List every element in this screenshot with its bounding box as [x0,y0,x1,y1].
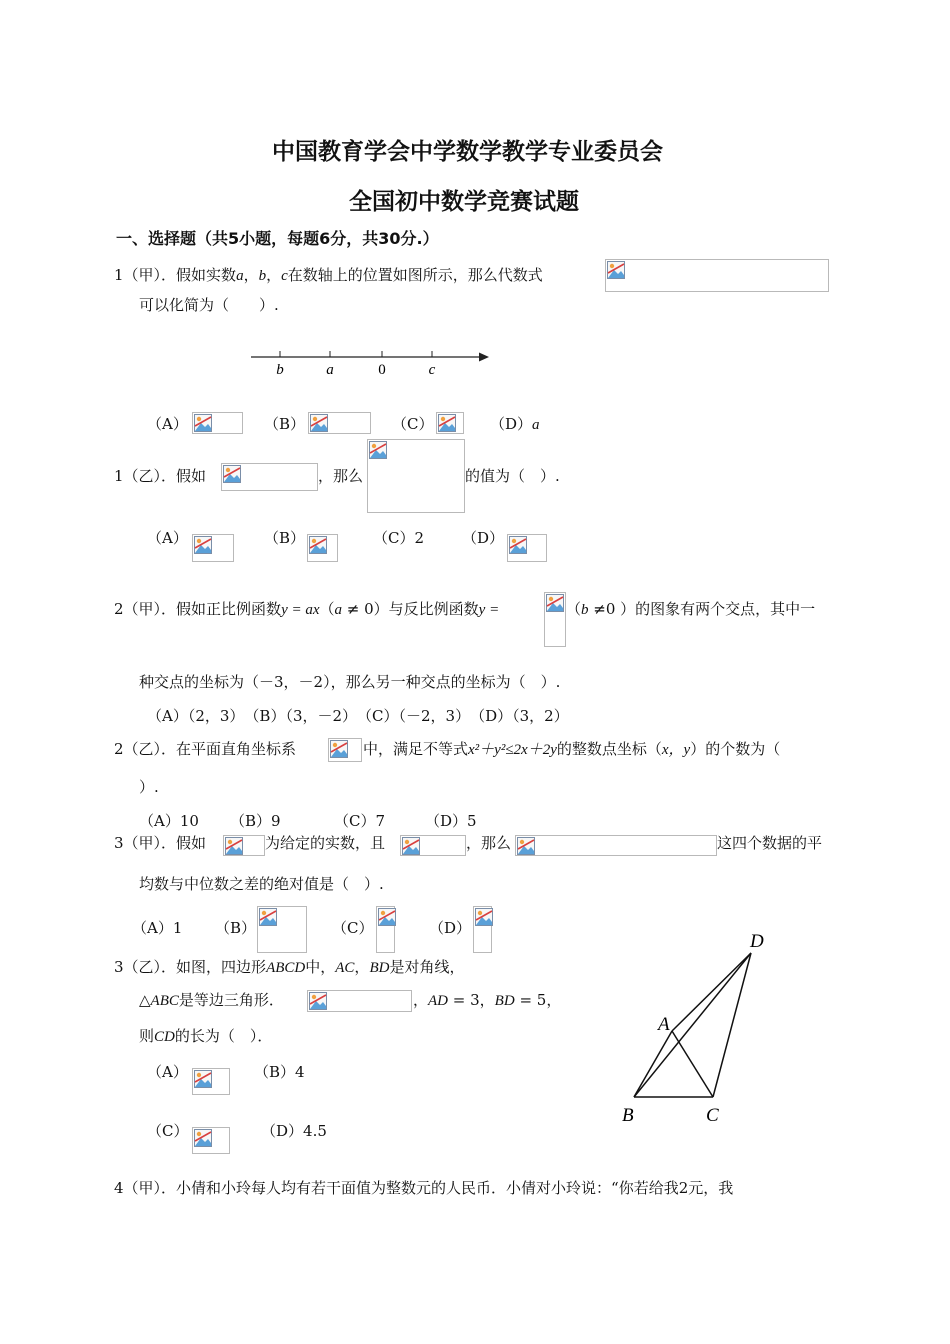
q3a-line1 [114,833,206,853]
q3a-text2: 为给定的实数，且 [265,834,386,852]
punct: ， [413,991,429,1009]
formula-y-ax: y = ax [281,602,320,618]
option-d: （D） [462,529,505,547]
q3a-label: 3（甲）． [114,834,177,852]
broken-image-icon [607,261,625,279]
q3a-text: 假如 [176,834,207,852]
option-a-image [192,412,243,434]
q3b-line2-end [413,990,561,1011]
option-a: （A） [147,529,188,547]
option-d [490,414,540,435]
option-c: （C）2 [373,529,425,547]
formula-y-eq: y = [478,602,500,618]
q2b-line1 [114,739,296,759]
broken-image-icon [438,414,456,432]
q2a-text: 假如正比例函数 [176,600,282,618]
formula-image [221,463,318,491]
broken-image-icon [509,536,527,554]
ad-value: = 3， [448,991,495,1009]
segment-ba [634,1031,672,1097]
q2b-line2: ）. [139,778,159,796]
broken-image-icon [194,1129,212,1147]
label-b: b [276,362,284,378]
q3b-line3 [139,1026,272,1047]
number-line [245,343,495,383]
var-c: c [281,268,288,284]
axis-arrow [479,353,489,362]
q2b-text2: 中，满足不等式 [363,740,469,758]
var-abcd: ABCD [266,960,306,976]
quadrilateral-figure [610,925,780,1130]
page-title: 中国教育学会中学数学教学专业委员会 [272,139,663,165]
bd-value: = 5， [514,991,562,1009]
q4a-label: 4（甲）． [114,1179,177,1197]
var-bd: BD [369,960,390,976]
q1b-text: 假如 [176,467,207,485]
option-c-image [376,906,395,953]
option-b: （B） [264,415,306,433]
q3b-text5: 是等边三角形． [178,991,284,1009]
formula-image [328,738,362,762]
section-heading: 一、选择题（共5小题，每题6分，共30分.） [116,229,439,248]
q2b-text: 在平面直角坐标系 [176,740,297,758]
option-d-value: a [532,417,540,433]
q2a-line1 [114,599,499,620]
option-b-image [257,906,307,953]
broken-image-icon [194,536,212,554]
segment-ad [672,953,751,1031]
label-0: 0 [378,362,386,378]
q1b-line1 [114,466,206,486]
q3a-text3: ，那么 [466,834,512,852]
q4a-line1 [114,1178,733,1198]
formula-image [223,835,265,856]
broken-image-icon [259,908,277,926]
var-a: a [236,268,244,284]
triangle-symbol: △ [139,991,151,1009]
var-cd: CD [154,1029,175,1045]
var-b: b [258,268,267,284]
q2a-line2: 种交点的坐标为（－3，－2），那么另一种交点的坐标为（ ）. [139,673,561,691]
option-d-image [507,534,547,562]
broken-image-icon [330,740,348,758]
segment-ac [672,1031,713,1097]
q3b-label: 3（乙）． [114,958,177,976]
formula-image [367,439,465,513]
var-ad: AD [428,993,449,1009]
formula-image [515,835,717,856]
option-a: （A） [147,1063,188,1081]
option-a-image [192,1068,230,1095]
option-c: （C）7 [334,812,386,830]
broken-image-icon [225,837,243,855]
option-d-image [473,906,492,953]
option-c: （C） [147,1122,189,1140]
segment-cd [713,953,751,1097]
broken-image-icon [194,414,212,432]
option-c: （C） [332,919,374,937]
q1a-text: 假如实数 [176,266,237,284]
label-a: a [326,362,334,378]
q3b-text7: 的长为（ ）． [174,1027,273,1045]
q1b-label: 1（乙）． [114,467,177,485]
vertex-d-label: D [750,931,764,952]
punct: ， [354,958,370,976]
option-a: （A）10 [139,812,199,830]
broken-image-icon [309,536,327,554]
var-b: b [581,602,589,618]
formula-image [400,835,466,856]
option-d-label: （D） [490,415,533,433]
option-c-image [192,1127,230,1154]
label-c: c [428,362,436,378]
var-abc: ABC [150,993,179,1009]
option-b: （B）4 [254,1063,305,1081]
q2a-label: 2（甲）． [114,600,177,618]
broken-image-icon [310,414,328,432]
q1b-text3: 的值为（ ）. [465,467,560,485]
broken-image-icon [546,594,564,612]
var-xy: x，y [661,742,691,758]
broken-image-icon [517,837,535,855]
option-b: （B） [215,919,257,937]
punct: （ [566,600,582,618]
q2a-text3: ≠0 ）的图象有两个交点，其中一 [588,600,816,618]
exam-title: 全国初中数学竞赛试题 [349,189,579,215]
broken-image-icon [309,992,327,1010]
q1a-line2: 可以化简为（ ）. [139,296,279,314]
var-a: a [334,602,343,618]
q2b-label: 2（乙）． [114,740,177,758]
q4a-text: 小倩和小玲每人均有若干面值为整数元的人民币．小倩对小玲说：“你若给我2元，我 [176,1179,734,1197]
q2b-text4: ）的个数为（ [690,740,781,758]
q2a-options: （A）（2，3） （B）（3，－2） （C）（－2，3） （D）（3，2） [147,707,569,725]
broken-image-icon [402,837,420,855]
q2b-text3: 的整数点坐标（ [556,740,662,758]
option-c-image [436,412,464,434]
option-a: （A） [147,415,188,433]
q3a-line2: 均数与中位数之差的绝对值是（ ）. [139,875,384,893]
broken-image-icon [378,908,396,926]
q3b-line2 [139,990,284,1011]
punct: ， [243,266,259,284]
fraction-image [544,592,566,647]
q3b-text: 如图，四边形 [176,958,267,976]
segment-bd [634,953,751,1097]
broken-image-icon [475,908,493,926]
q2a-line1-end [566,599,815,620]
broken-image-icon [223,465,241,483]
option-d: （D）5 [425,812,477,830]
q2a-text2: ≠ 0）与反比例函数 [342,600,479,618]
option-b: （B） [264,529,306,547]
option-d: （D）4.5 [261,1122,327,1140]
q3b-text2: 中， [305,958,336,976]
q1a-line1 [114,265,543,286]
q3b-text4: 是对角线， [389,958,465,976]
q1a-text2: 在数轴上的位置如图所示，那么代数式 [287,266,543,284]
q3a-text4: 这四个数据的平 [717,834,823,852]
q1b-text2: ，那么 [318,467,364,485]
option-c: （C） [392,415,434,433]
punct: ， [266,266,282,284]
q3b-text6: 则 [139,1027,155,1045]
var-ac: AC [335,960,355,976]
q3b-line1 [114,957,464,978]
q2b-line1-end [363,739,780,760]
vertex-c-label: C [706,1105,719,1126]
punct: （ [319,600,335,618]
inequality: x²＋y²≤2x＋2y [468,742,557,758]
option-b-image [307,534,338,562]
option-d: （D） [429,919,472,937]
formula-image [307,990,412,1012]
option-b-image [308,412,371,434]
q1a-label: 1（甲）． [114,266,177,284]
option-a: （A）1 [132,919,183,937]
option-a-image [192,534,234,562]
vertex-a-label: A [658,1014,670,1035]
broken-image-icon [369,441,387,459]
vertex-b-label: B [622,1105,634,1126]
option-b: （B）9 [230,812,281,830]
var-bd: BD [494,993,515,1009]
formula-image [605,259,829,292]
broken-image-icon [194,1070,212,1088]
